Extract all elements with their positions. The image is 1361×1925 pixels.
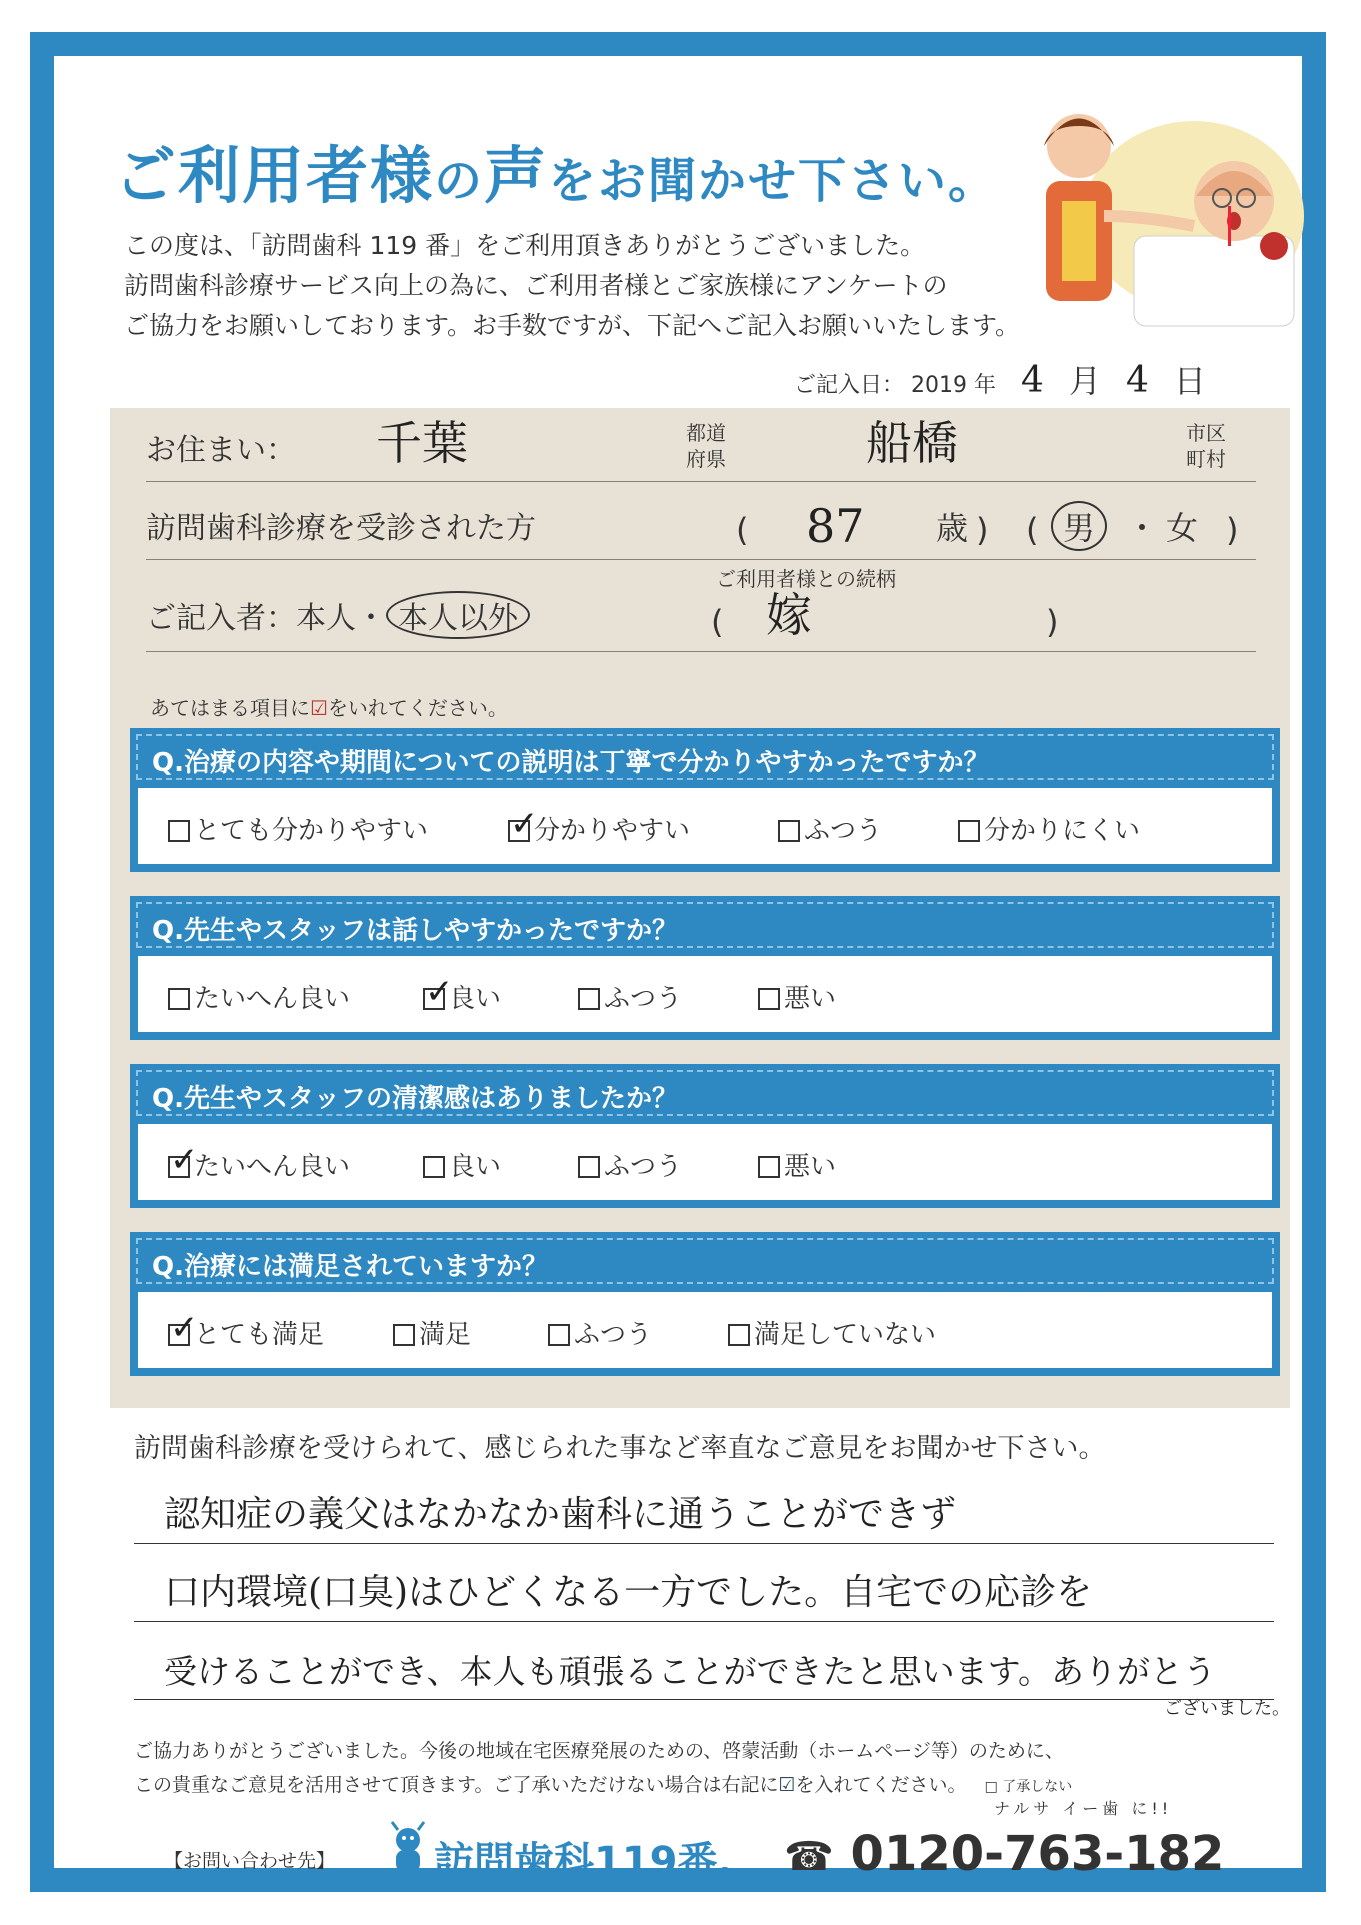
q1-option-4[interactable] [958,810,1140,847]
q1-option-1[interactable] [168,810,428,847]
question-3 [130,1064,1280,1208]
footer [134,1799,1274,1896]
consent-text: この貴重なご意見を活用させて頂きます。ご了承いただけない場合は右記に [134,1774,779,1796]
entry-date [794,356,1206,402]
intro-text [124,226,1084,346]
checkbox[interactable] [423,1156,445,1178]
date-year-unit: 年 [974,373,997,398]
relation-field[interactable]: 嫁 [766,588,812,642]
checkbox-checked[interactable] [508,820,530,842]
age-field[interactable]: 87 [806,499,865,553]
sex-open-paren: ( [1026,511,1039,549]
option-label: たいへん良い [194,984,351,1014]
consent-line-1: ご協力ありがとうございました。今後の地域在宅医療発展のための、啓蒙活動（ホームページ等）のために、 [134,1740,1064,1762]
option-label: 悪い [784,984,837,1014]
checkbox[interactable] [758,1156,780,1178]
survey-frame [30,32,1326,1892]
question-3-text: Q.先生やスタッフの清潔感はありましたか？ [136,1070,1274,1116]
deer-mascot-icon [384,1820,430,1880]
opinion-text: 口内環境(口臭)はひどくなる一方でした。自宅での応診を [164,1572,1093,1613]
q3-option-4[interactable] [758,1146,836,1183]
page-title [114,126,998,215]
writer-label: ご記入者： [146,601,296,636]
phone-reading: ナルサ イー歯 に!! [994,1799,1173,1818]
opinion-line[interactable] [134,1474,1274,1544]
writer-label-group [146,591,530,639]
check-instruction [150,692,508,721]
checkbox[interactable] [758,988,780,1010]
option-label: 良い [449,984,502,1014]
question-2 [130,896,1280,1040]
age-close-paren: ) [976,511,989,549]
q1-option-2[interactable] [508,810,690,847]
checkbox[interactable] [578,1156,600,1178]
option-label: ふつう [604,1152,683,1182]
checkbox[interactable] [778,820,800,842]
address-label: お住まい： [146,433,296,468]
pref-suffix-bottom: 府県 [686,447,726,471]
writer-row [146,567,1256,652]
city-suffix-bottom: 町村 [1186,447,1226,471]
question-1-text: Q.治療の内容や期間についての説明は丁寧で分かりやすかったですか？ [136,734,1274,780]
prefecture-field[interactable]: 千葉 [376,416,468,470]
opinion-tail-text: ございました。 [1164,1698,1290,1719]
consent-line-2 [134,1770,1072,1797]
checkbox-checked[interactable] [168,1156,190,1178]
question-3-options [138,1124,1272,1200]
check-hint-after: をいれてください。 [327,696,508,720]
patient-label: 訪問歯科診療を受診された方 [146,511,536,546]
writer-self-option[interactable]: 本人 [296,601,356,636]
writer-other-option[interactable]: 本人以外 [386,591,530,639]
opinion-title: 訪問歯科診療を受けられて、感じられた事など率直なご意見をお聞かせ下さい。 [134,1433,1106,1464]
question-4-text: Q.治療には満足されていますか？ [136,1238,1274,1284]
checkbox-checked[interactable] [423,988,445,1010]
opinion-text: 受けることができ、本人も頑張ることができたと思います。ありがとう [164,1652,1217,1691]
refuse-consent-checkbox[interactable]: □ 了承しない [984,1779,1073,1795]
option-label: 分かりにくい [984,816,1141,846]
q3-option-1[interactable] [168,1146,350,1183]
check-hint-before: あてはまる項目に [150,696,310,720]
date-day[interactable]: 4 [1125,360,1149,401]
question-1-options [138,788,1272,864]
sex-male-option[interactable]: 男 [1051,501,1107,551]
option-label: たいへん良い [194,1152,351,1182]
option-label: ふつう [804,816,883,846]
opinion-line[interactable] [134,1552,1274,1622]
opinion-line[interactable] [134,1630,1274,1700]
q4-option-4[interactable] [728,1314,936,1351]
option-label: とても分かりやすい [194,816,429,846]
opinion-text: 認知症の義父はなかなか歯科に通うことができず [164,1494,957,1535]
q4-option-3[interactable] [548,1314,652,1351]
date-month-unit: 月 [1068,362,1101,400]
relation-close-paren: ) [1046,603,1059,641]
checkbox[interactable] [393,1324,415,1346]
phone-number[interactable] [784,1826,1224,1882]
date-day-unit: 日 [1173,362,1206,400]
q2-option-1[interactable] [168,978,350,1015]
q2-option-3[interactable] [578,978,682,1015]
checkbox[interactable] [168,988,190,1010]
option-label: 悪い [784,1152,837,1182]
checkbox-checked[interactable] [168,1324,190,1346]
relation-open-paren: ( [711,603,724,641]
sex-female-option[interactable]: 女 [1166,509,1199,547]
age-unit: 歳 [936,509,969,547]
intro-line: 訪問歯科診療サービス向上の為に、ご利用者様とご家族様にアンケートの [124,271,948,300]
q4-option-1[interactable] [168,1314,324,1351]
pref-suffix-top: 都道 [686,421,726,445]
checkbox[interactable] [958,820,980,842]
checkbox[interactable] [578,988,600,1010]
option-label: とても満足 [194,1320,325,1350]
option-label: 満足していない [754,1320,937,1350]
question-2-options [138,956,1272,1032]
age-open-paren: ( [736,511,749,549]
check-mark-icon: ☑ [310,696,328,720]
intro-line: この度は、「訪問歯科 119 番」をご利用頂きありがとうございました。 [124,231,926,260]
writer-separator: ・ [356,601,386,636]
date-month[interactable]: 4 [1021,360,1044,401]
city-suffix-top: 市区 [1186,421,1226,445]
title-main: ご利用者様 [114,139,435,212]
question-1 [130,728,1280,872]
question-4 [130,1232,1280,1376]
title-rest: をお聞かせ下さい。 [548,153,999,209]
q3-option-2[interactable] [423,1146,501,1183]
q4-option-2[interactable] [393,1314,471,1351]
question-2-text: Q.先生やスタッフは話しやすかったですか？ [136,902,1274,948]
phone-number-text: 0120-763-182 [850,1826,1225,1882]
city-field[interactable]: 船橋 [866,416,958,470]
form-panel [110,408,1290,1408]
brand-logo: 訪問歯科119番。 [434,1839,758,1885]
date-year: 2019 [911,373,968,398]
patient-row [146,490,1256,560]
option-label: 良い [449,1152,502,1182]
date-label: ご記入日： [794,373,905,398]
option-label: ふつう [574,1320,653,1350]
opinion-tail [1164,1686,1294,1726]
contact-label: 【お問い合わせ先】 [164,1850,336,1872]
q3-option-3[interactable] [578,1146,682,1183]
q2-option-4[interactable] [758,978,836,1015]
q2-option-2[interactable] [423,978,501,1015]
question-4-options [138,1292,1272,1368]
option-label: ふつう [604,984,683,1014]
option-label: 満足 [419,1320,472,1350]
relation-caption: ご利用者様との続柄 [716,567,896,591]
checkbox[interactable] [548,1324,570,1346]
address-row [146,412,1256,482]
intro-line: ご協力をお願いしております。お手数ですが、下記へご記入お願いいたします。 [124,311,1021,340]
checkbox[interactable] [168,820,190,842]
title-voice: 声 [484,139,549,212]
check-mark-icon: ☑ [778,1774,796,1796]
option-label: 分かりやすい [534,816,691,846]
consent-text-after: を入れてください。 [795,1774,967,1796]
q1-option-3[interactable] [778,810,882,847]
sex-close-paren: ) [1226,511,1239,549]
sex-separator: ・ [1126,509,1159,547]
phone-icon: ☎ [784,1834,834,1880]
title-no: の [434,153,485,209]
checkbox[interactable] [728,1324,750,1346]
